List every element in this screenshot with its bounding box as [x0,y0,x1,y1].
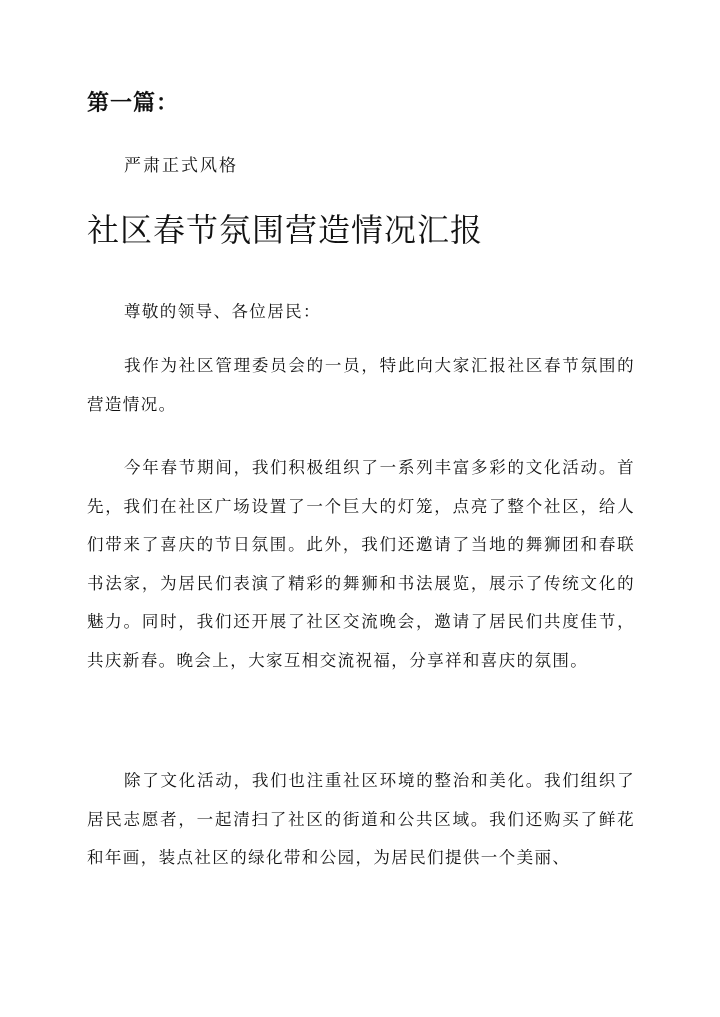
style-label: 严肃正式风格 [124,156,238,176]
body-paragraph-1: 我作为社区管理委员会的一员，特此向大家汇报社区春节氛围的营造情况。 [87,356,635,414]
document-title: 社区春节氛围营造情况汇报 [87,211,484,249]
body-paragraph-3: 除了文化活动，我们也注重社区环境的整治和美化。我们组织了居民志愿者，一起清扫了社区的街道和公共区域。我们还购买了鲜花和年画，装点社区的绿化带和公园，为居民们提供一个美丽、 [87,771,635,867]
chapter-heading: 第一篇： [87,90,180,116]
body-paragraph-2: 今年春节期间，我们积极组织了一系列丰富多彩的文化活动。首先，我们在社区广场设置了一个巨大的灯笼，点亮了整个社区，给人们带来了喜庆的节日氛围。此外，我们还邀请了当地的舞狮团和春联书法家，为居民们表演了精彩的舞狮和书法展览，展示了传统文化的魅力。同时，我们还开展了社区交流晚会，邀请了居民们共度佳节，共庆新春。晚会上，大家互相交流祝福，分享祥和喜庆的氛围。 [87,458,635,670]
greeting-paragraph: 尊敬的领导、各位居民： [124,302,321,321]
